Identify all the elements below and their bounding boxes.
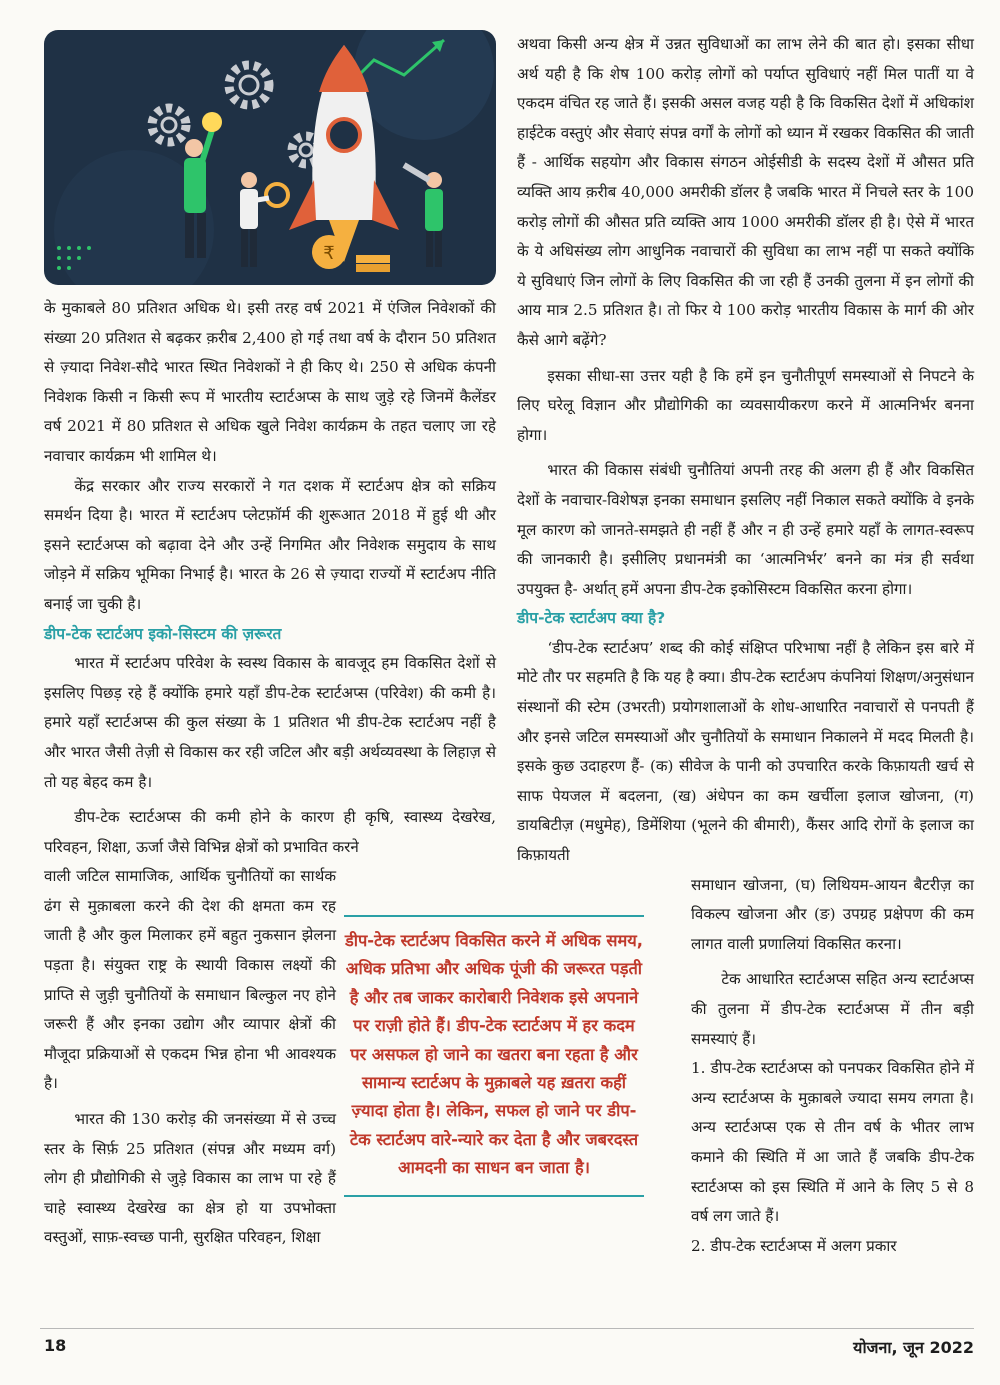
paragraph: डीप-टेक स्टार्टअप्स की कमी होने के कारण ही कृषि, स्वास्थ्य देखरेख, परिवहन, शिक्षा, ऊर्जा जैसे विभिन्न क्षेत्रों को प्रभावित करने: [44, 808, 496, 856]
section-heading: डीप-टेक स्टार्टअप इको-सिस्टम की ज़रूरत: [44, 624, 282, 643]
paragraph: टेक आधारित स्टार्टअप्स सहित अन्य स्टार्टअप्स की तुलना में डीप-टेक स्टार्टअप्स में तीन बड़ी समस्याएं हैं।: [691, 970, 974, 1048]
pull-quote: डीप-टेक स्टार्टअप विकसित करने में अधिक समय, अधिक प्रतिभा और अधिक पूंजी की जरूरत पड़ती है और तब जाकर कारोबारी निवेशक इसे अपनाने पर राज़ी होते हैं। डीप-टेक स्टार्टअप में हर कदम पर असफल हो जाने का खतरा बना रहता है और सामान्य स्टार्टअप के मुक़ाबले यह ख़तरा कहीं ज़्यादा होता है। लेकिन, सफल हो जाने पर डीप-टेक स्टार्टअप वारे-न्यारे कर देता है और जबरदस्त आमदनी का साधन बन जाता है।: [344, 915, 644, 1197]
footer-divider: [40, 1328, 974, 1329]
paragraph: भारत में स्टार्टअप परिवेश के स्वस्थ विकास के बावजूद हम विकसित देशों से इसलिए पिछड़ रहे हैं क्योंकि हमारे यहाँ डीप-टेक स्टार्टअप्स (परिवेश) की कमी है। हमारे यहाँ स्टार्टअप्स की कुल संख्या के 1 प्रतिशत भी डीप-टेक स्टार्टअप नहीं है और भारत जैसी तेज़ी से विकास कर रही जटिल और बड़ी अर्थव्यवस्था के लिहाज़ से तो यह बेहद कम है।: [44, 654, 496, 791]
list-item: 1. डीप-टेक स्टार्टअप्स को पनपकर विकसित होने में अन्य स्टार्टअप्स के मुक़ाबले ज्यादा समय लगता है। अन्य स्टार्टअप्स एक से तीन वर्ष के भीतर लाभ कमाने की स्थिति में आ जाते हैं जबकि डीप-टेक स्टार्टअप्स को इस स्थिति में आने के लिए 5 से 8 वर्ष लग जाते हैं।: [691, 1059, 974, 1226]
list-item: 2. डीप-टेक स्टार्टअप्स में अलग प्रकार: [691, 1236, 897, 1255]
publication-title: योजना, जून 2022: [853, 1338, 974, 1357]
startup-rocket-illustration: [44, 30, 496, 285]
paragraph: इसका सीधा-सा उत्तर यही है कि हमें इन चुनौतीपूर्ण समस्याओं से निपटने के लिए घरेलू विज्ञान और प्रौद्योगिकी का व्यवसायीकरण करने में आत्मनिर्भर बनना होगा।: [517, 366, 974, 444]
paragraph: अथवा किसी अन्य क्षेत्र में उन्नत सुविधाओं का लाभ लेने की बात हो। इसका सीधा अर्थ यही है कि शेष 100 करोड़ लोगों को पर्याप्त सुविधाएं नहीं मिल पातीं या वे एकदम वंचित रह जाते हैं। इसकी असल वजह यही है कि विकसित देशों में अधिकांश हाईटेक वस्तुएं और सेवाएं संपन्न वर्गों के लोगों को ध्यान में रखकर विकसित की जाती हैं - आर्थिक सहयोग और विकास संगठन ओईसीडी के सदस्य देशों में औसत प्रति व्यक्ति आय क़रीब 40,000 अमरीकी डॉलर है जबकि भारत में निचले स्तर के 100 करोड़ लोगों की औसत प्रति व्यक्ति आय 1000 अमरीकी डॉलर ही है। ऐसे में भारत के ये अधिसंख्य लोग आधुनिक नवाचारों की सुविधा का लाभ नहीं पा सकते क्योंकि ये सुविधाएं जिन लोगों के लिए विकसित की जा रही हैं उनकी तुलना में इन लोगों की आय मात्र 2.5 प्रतिशत है। तो फिर ये 100 करोड़ भारतीय विकास के मार्ग की ओर कैसे आगे बढ़ेंगे?: [517, 35, 974, 349]
paragraph: भारत की 130 करोड़ की जनसंख्या में से उच्च स्तर के सिर्फ़ 25 प्रतिशत (संपन्न और मध्यम वर्ग) लोग ही प्रौद्योगिकी से जुड़े विकास का लाभ पा रहे हैं चाहे स्वास्थ्य देखरेख का क्षेत्र हो या उपभोक्ता वस्तुओं, साफ़-स्वच्छ पानी, सुरक्षित परिवहन, शिक्षा: [44, 1110, 336, 1247]
paragraph: समाधान खोजना, (घ) लिथियम-आयन बैटरीज़ का विकल्प खोजना और (ङ) उपग्रह प्रक्षेपण की कम लागत वाली प्रणालियां विकसित करना।: [691, 875, 974, 953]
rupee-icon: ₹: [323, 243, 335, 264]
paragraph: वाली जटिल सामाजिक, आर्थिक चुनौतियों का सार्थक ढंग से मुक़ाबला करने की देश की क्षमता कम रह जाती है और कुल मिलाकर हमें बहुत नुकसान झेलना पड़ता है। संयुक्त राष्ट्र के स्थायी विकास लक्ष्यों की प्राप्ति से जुड़ी चुनौतियों के समाधान बिल्कुल नए होने जरूरी हैं और इनका उद्योग और व्यापार क्षेत्रों की मौजूदा प्रक्रियाओं से एकदम भिन्न होना भी आवश्यक है।: [44, 867, 336, 1093]
paragraph: भारत की विकास संबंधी चुनौतियां अपनी तरह की अलग ही हैं और विकसित देशों के नवाचार-विशेषज्ञ इनका समाधान इसलिए नहीं निकाल सकते क्योंकि वे इनके मूल कारण को जानते-समझते ही नहीं हैं और न ही उन्हें हमारे यहाँ के लागत-स्वरूप की जानकारी है। इसीलिए प्रधानमंत्री का ‘आत्मनिर्भर’ बनने का मंत्र ही सर्वथा उपयुक्त है- अर्थात् हमें अपना डीप-टेक इकोसिस्टम विकसित करना होगा।: [517, 461, 974, 598]
section-heading: डीप-टेक स्टार्टअप क्या है?: [517, 609, 666, 628]
paragraph: केंद्र सरकार और राज्य सरकारों ने गत दशक में स्टार्टअप क्षेत्र को सक्रिय समर्थन दिया है। भारत में स्टार्टअप प्लेटफ़ॉर्म की शुरूआत 2018 में हुई थी और इसने स्टार्टअप्स को बढ़ावा देने और उन्हें निगमित और निवेशक समुदाय के साथ जोड़ने में सक्रिय भूमिका निभाई है। भारत के 26 से ज़्यादा राज्यों में स्टार्टअप नीति बनाई जा चुकी है।: [44, 476, 496, 613]
paragraph: ‘डीप-टेक स्टार्टअप’ शब्द की कोई संक्षिप्त परिभाषा नहीं है लेकिन इस बारे में मोटे तौर पर सहमति है कि यह है क्या। डीप-टेक स्टार्टअप कंपनियां शिक्षण/अनुसंधान संस्थानों की स्टेम (उभरती) प्रयोगशालाओं के शोध-आधारित नवाचारों से पनपती हैं और इनसे जटिल समस्याओं और चुनौतियों के समाधान निकालने में मदद मिलती है। इसके कुछ उदाहरण हैं- (क) सीवेज के पानी को उपचारित करके किफ़ायती खर्च से साफ पेयजल में बदलना, (ख) अंधेपन का कम खर्चीला इलाज खोजना, (ग) डायबिटीज़ (मधुमेह), डिमेंशिया (भूलने की बीमारी), कैंसर आदि रोगों के इलाज का किफ़ायती: [517, 638, 974, 865]
page-number: 18: [44, 1336, 67, 1355]
paragraph: के मुकाबले 80 प्रतिशत अधिक थे। इसी तरह वर्ष 2021 में एंजिल निवेशकों की संख्या 20 प्रतिशत से बढ़कर क़रीब 2,400 हो गई तथा वर्ष के दौरान 50 प्रतिशत से ज़्यादा निवेश-सौदे भारत स्थित निवेशकों ने ही किए थे। 250 से अधिक कंपनी निवेशक किसी न किसी रूप में भारतीय स्टार्टअप्स के साथ जुड़े रहे जिनमें कैलेंडर वर्ष 2021 में 80 प्रतिशत से अधिक खुले निवेश कार्यक्रम के तहत चलाए जा रहे नवाचार कार्यक्रम भी शामिल थे।: [44, 299, 496, 465]
